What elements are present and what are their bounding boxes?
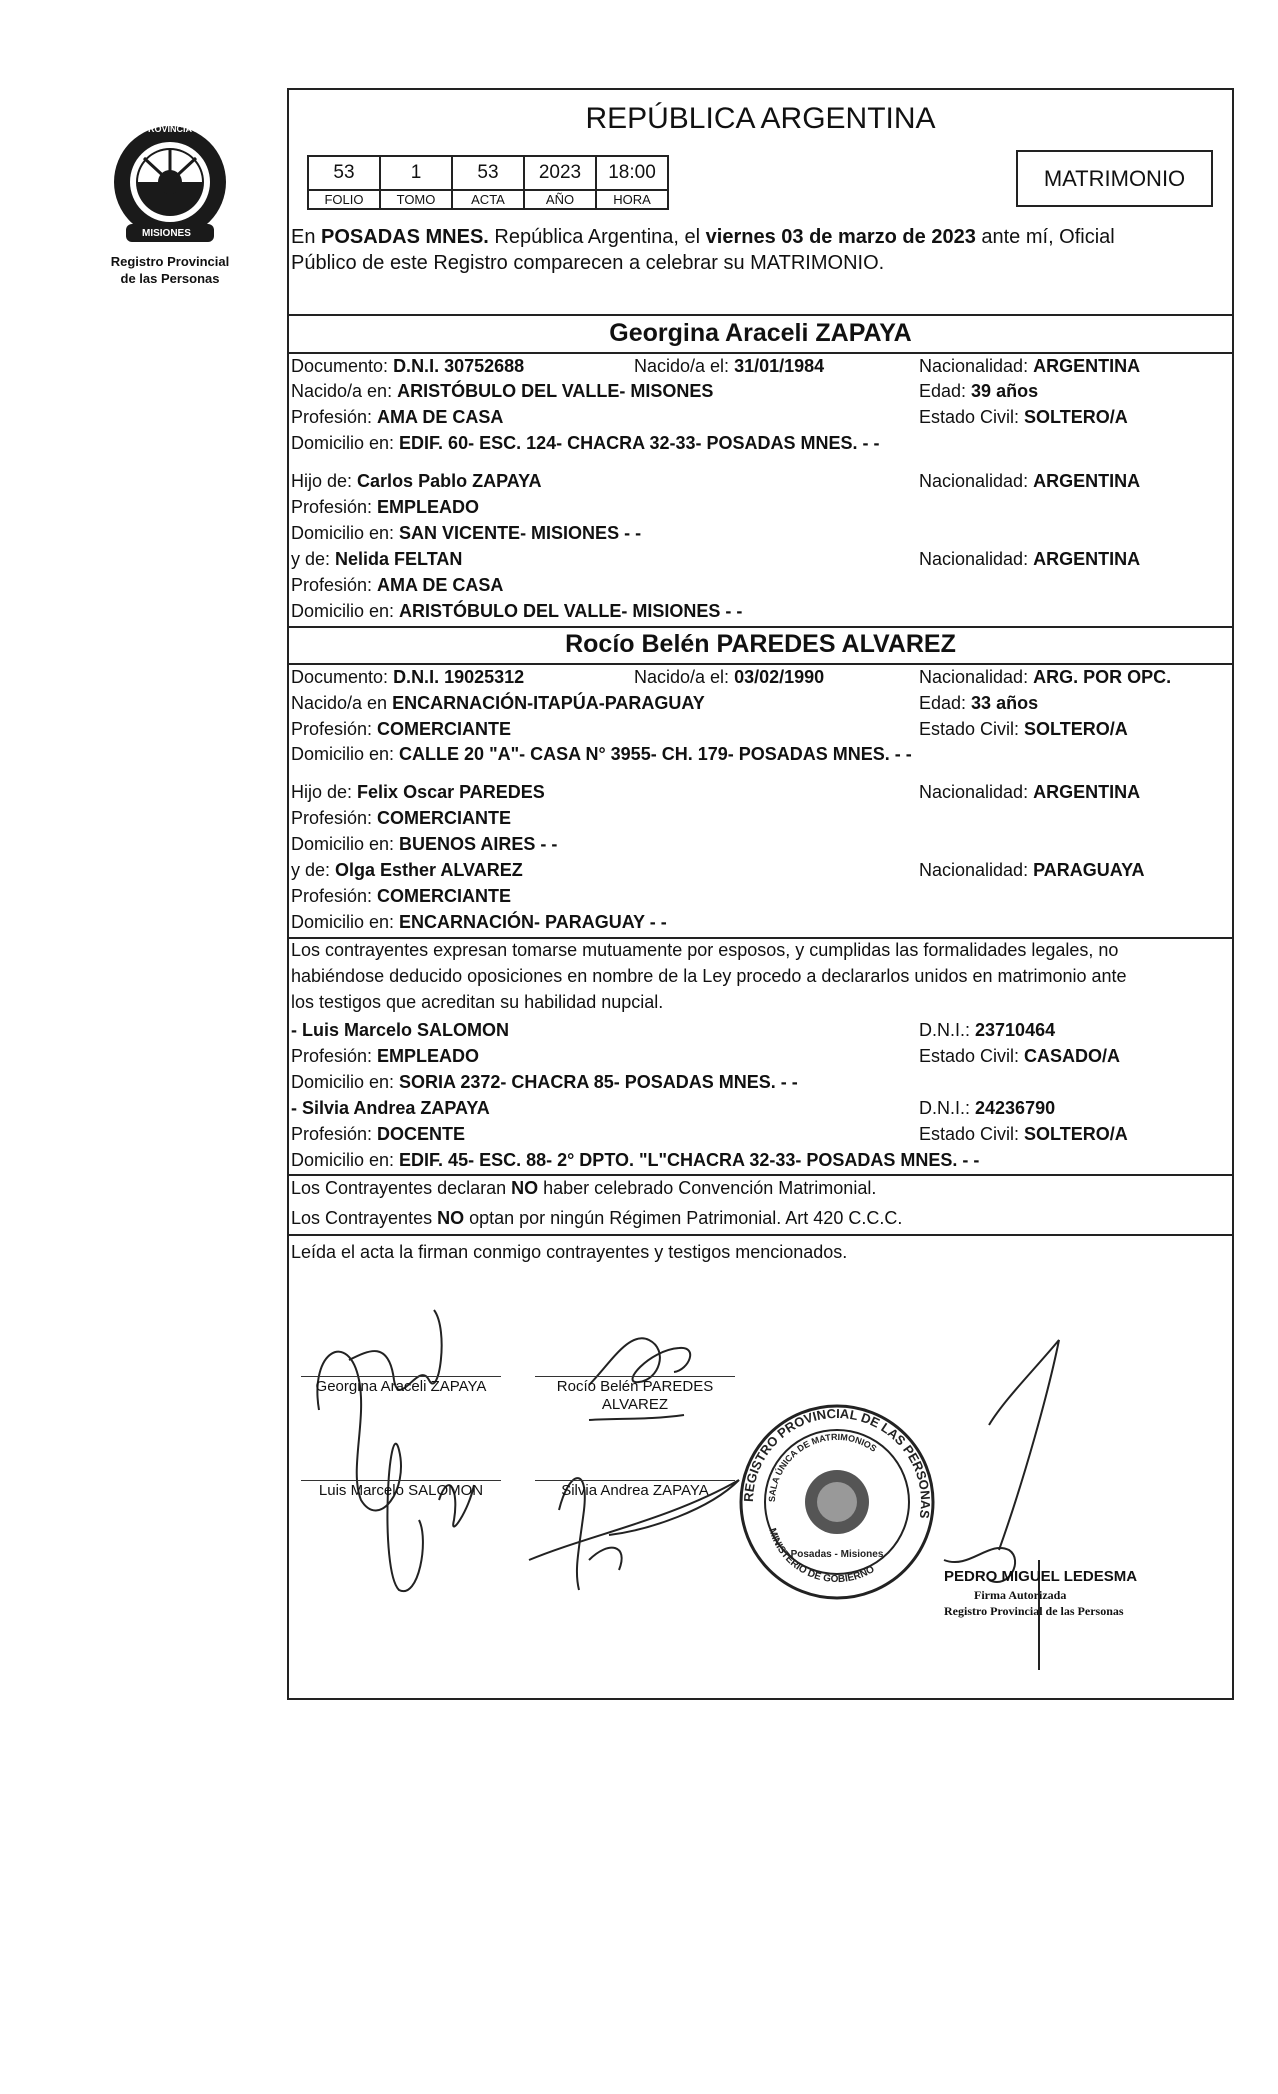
value: COMERCIANTE [377, 886, 512, 906]
value: EDIF. 60- ESC. 124- CHACRA 32-33- POSADAS MNES. - - [399, 433, 880, 453]
label: Nacido/a el: [634, 356, 735, 376]
signature-party2-line1: Rocío Belén PAREDES [556, 1378, 714, 1395]
text: haber celebrado Convención Matrimonial. [538, 1178, 877, 1198]
declaration-line2: habiéndose deducido oposiciones en nombre de la Ley procedo a declararlos unidos en matrimonio ante [291, 966, 1127, 986]
label: Estado Civil: [919, 719, 1025, 739]
label: Nacionalidad: [919, 667, 1034, 687]
stamp-inner-text: SALA ÚNICA DE MATRIMONIOS [766, 1431, 879, 1503]
declaration-line1: Los contrayentes expresan tomarse mutuamente por esposos, y cumplidas las formalidades legales, no [291, 940, 1119, 960]
divider [289, 352, 1232, 354]
stamp-place-text: Posadas - Misiones [790, 1549, 884, 1560]
label: Domicilio en: [291, 433, 400, 453]
label: Profesión: [291, 497, 378, 517]
label: Nacionalidad: [919, 549, 1034, 569]
label: Hijo de: [291, 471, 358, 491]
witness2-profession [291, 1124, 465, 1145]
declaration-line3: los testigos que acreditan su habilidad nupcial. [291, 992, 664, 1012]
value: ARGENTINA [1033, 782, 1141, 802]
registry-logo [108, 118, 232, 252]
party1-name: Georgina Araceli ZAPAYA [609, 319, 912, 347]
value: PARAGUAYA [1033, 860, 1145, 880]
party2-birthplace [291, 693, 705, 714]
value: Felix Oscar PAREDES [357, 782, 545, 802]
party1-civil-status [919, 407, 1128, 428]
label: Profesión: [291, 808, 378, 828]
folio-label: FOLIO [308, 190, 380, 209]
signature-witness2: Silvia Andrea ZAPAYA [561, 1482, 709, 1499]
party2-mother [291, 860, 523, 881]
value: Nelida FELTAN [335, 549, 463, 569]
party2-nationality [919, 667, 1171, 688]
value: 39 años [971, 381, 1039, 401]
label: Nacido/a el: [634, 667, 735, 687]
label: Nacionalidad: [919, 471, 1034, 491]
party1-father-nationality [919, 471, 1140, 492]
tomo-label: TOMO [380, 190, 452, 209]
label: Profesión: [291, 719, 378, 739]
witness1-dni [919, 1020, 1055, 1041]
party1-age [919, 381, 1038, 402]
label: Documento: [291, 356, 394, 376]
label: Domicilio en: [291, 1072, 400, 1092]
party1-mother [291, 549, 462, 570]
value: COMERCIANTE [377, 719, 512, 739]
signature-line [301, 1480, 501, 1481]
party1-mother-nationality [919, 549, 1140, 570]
agency-name-line1: Registro Provincial [110, 254, 230, 269]
party2-mother-profession [291, 886, 511, 907]
witness2-civil-status [919, 1124, 1128, 1145]
value: SAN VICENTE- MISIONES - - [399, 523, 642, 543]
value: EDIF. 45- ESC. 88- 2° DPTO. "L"CHACRA 32-33- POSADAS MNES. - - [399, 1150, 980, 1170]
logo-text-bottom: MISIONES [142, 228, 191, 239]
value: DOCENTE [377, 1124, 466, 1144]
label: Profesión: [291, 886, 378, 906]
signature-line [535, 1376, 735, 1377]
text: Los Contrayentes [291, 1208, 438, 1228]
label: Nacionalidad: [919, 356, 1034, 376]
divider [289, 314, 1232, 316]
party2-birthdate [634, 667, 824, 688]
value: CALLE 20 "A"- CASA N° 3955- CH. 179- POSADAS MNES. - - [399, 744, 912, 764]
value: ARISTÓBULO DEL VALLE- MISONES [397, 381, 714, 401]
label: D.N.I.: [919, 1020, 976, 1040]
value: AMA DE CASA [377, 407, 504, 427]
anio-value: 2023 [524, 156, 596, 190]
value: CASADO/A [1024, 1046, 1121, 1066]
witness2-name: - Silvia Andrea ZAPAYA [291, 1098, 490, 1118]
record-numbers-table [307, 155, 669, 210]
label: D.N.I.: [919, 1098, 976, 1118]
divider [289, 626, 1232, 628]
party1-birthdate [634, 356, 824, 377]
official-seal-stamp [737, 1402, 937, 1602]
value: SORIA 2372- CHACRA 85- POSADAS MNES. - - [399, 1072, 798, 1092]
label: Estado Civil: [919, 1046, 1025, 1066]
witness1-civil-status [919, 1046, 1120, 1067]
official-name: PEDRO MIGUEL LEDESMA [944, 1568, 1138, 1585]
value: ARGENTINA [1033, 356, 1141, 376]
party1-father [291, 471, 541, 492]
text: optan por ningún Régimen Patrimonial. Art 420 C.C.C. [464, 1208, 903, 1228]
party2-civil-status [919, 719, 1128, 740]
witness1-address [291, 1072, 798, 1093]
intro-text: En [291, 226, 322, 248]
party2-father [291, 782, 545, 803]
party2-age [919, 693, 1038, 714]
hora-value: 18:00 [596, 156, 668, 190]
label: y de: [291, 860, 336, 880]
divider [289, 937, 1232, 939]
closing-text: Leída el acta la firman conmigo contrayentes y testigos mencionados. [291, 1242, 848, 1262]
value: Olga Esther ALVAREZ [335, 860, 523, 880]
value: 23710464 [975, 1020, 1056, 1040]
value: COMERCIANTE [377, 808, 512, 828]
acta-label: ACTA [452, 190, 524, 209]
party2-address [291, 744, 912, 765]
logo-text-top: PROVINCIA DE [142, 124, 207, 134]
intro-date: viernes 03 de marzo de 2023 [705, 226, 976, 248]
party1-father-profession [291, 497, 479, 518]
intro-line1 [291, 226, 1115, 249]
folio-value: 53 [308, 156, 380, 190]
value: EMPLEADO [377, 497, 480, 517]
intro-place: POSADAS MNES. [321, 226, 489, 248]
intro-line2: Público de este Registro comparecen a celebrar su MATRIMONIO. [291, 252, 885, 274]
label: Edad: [919, 693, 972, 713]
signature-party1: Georgina Araceli ZAPAYA [315, 1378, 487, 1395]
party1-address [291, 433, 879, 454]
divider [289, 663, 1232, 665]
value: 24236790 [975, 1098, 1056, 1118]
value: ENCARNACIÓN- PARAGUAY - - [399, 912, 667, 932]
label: Hijo de: [291, 782, 358, 802]
stamp-bottom-text: MINISTERIO DE GOBIERNO [766, 1526, 877, 1586]
value: ARGENTINA [1033, 549, 1141, 569]
signature-party2-line2: ALVAREZ [601, 1396, 669, 1413]
value: ENCARNACIÓN-ITAPÚA-PARAGUAY [392, 693, 705, 713]
value: ARG. POR OPC. [1033, 667, 1172, 687]
stamp-outer-text: REGISTRO PROVINCIAL DE LAS PERSONAS [740, 1405, 934, 1520]
value: BUENOS AIRES - - [399, 834, 558, 854]
divider [289, 1234, 1232, 1236]
value: AMA DE CASA [377, 575, 504, 595]
signature-line [535, 1480, 735, 1481]
label: Profesión: [291, 1046, 378, 1066]
label: Nacido/a en [291, 693, 393, 713]
value: D.N.I. 19025312 [393, 667, 525, 687]
intro-text: República Argentina, el [488, 226, 706, 248]
value: ARGENTINA [1033, 471, 1141, 491]
party1-father-address [291, 523, 641, 544]
anio-label: AÑO [524, 190, 596, 209]
label: Domicilio en: [291, 912, 400, 932]
label: Estado Civil: [919, 1124, 1025, 1144]
party2-document [291, 667, 524, 688]
signature-line [301, 1376, 501, 1377]
party1-birthplace [291, 381, 713, 402]
party2-father-profession [291, 808, 511, 829]
label: y de: [291, 549, 336, 569]
hora-label: HORA [596, 190, 668, 209]
witness2-address [291, 1150, 979, 1171]
label: Estado Civil: [919, 407, 1025, 427]
signature-witness1: Luis Marcelo SALOMON [318, 1482, 484, 1499]
witness1-name: - Luis Marcelo SALOMON [291, 1020, 510, 1040]
party1-profession [291, 407, 503, 428]
country-title: REPÚBLICA ARGENTINA [585, 102, 936, 135]
witness1-profession [291, 1046, 479, 1067]
official-organization: Registro Provincial de las Personas [944, 1604, 1124, 1618]
official-role: Firma Autorizada [974, 1588, 1067, 1602]
label: Nacionalidad: [919, 860, 1034, 880]
party2-name: Rocío Belén PAREDES ALVAREZ [565, 630, 956, 658]
value: EMPLEADO [377, 1046, 480, 1066]
label: Domicilio en: [291, 1150, 400, 1170]
party1-nationality [919, 356, 1140, 377]
value: 31/01/1984 [734, 356, 825, 376]
text: Los Contrayentes declaran [291, 1178, 512, 1198]
party2-father-address [291, 834, 557, 855]
value: SOLTERO/A [1024, 1124, 1128, 1144]
value: ARISTÓBULO DEL VALLE- MISIONES - - [399, 601, 743, 621]
emphasis: NO [437, 1208, 465, 1228]
convention-line2 [291, 1208, 902, 1229]
intro-text: ante mí, Oficial [975, 226, 1115, 248]
label: Domicilio en: [291, 834, 400, 854]
label: Nacido/a en: [291, 381, 398, 401]
label: Documento: [291, 667, 394, 687]
value: D.N.I. 30752688 [393, 356, 525, 376]
emphasis: NO [511, 1178, 539, 1198]
party1-mother-address [291, 601, 742, 622]
witness2-dni [919, 1098, 1055, 1119]
value: SOLTERO/A [1024, 407, 1128, 427]
acta-value: 53 [452, 156, 524, 190]
party2-profession [291, 719, 511, 740]
party1-mother-profession [291, 575, 503, 596]
label: Profesión: [291, 575, 378, 595]
divider [289, 1174, 1232, 1176]
value: 03/02/1990 [734, 667, 825, 687]
convention-line1 [291, 1178, 876, 1199]
marriage-certificate [287, 88, 1234, 1700]
party2-father-nationality [919, 782, 1140, 803]
party1-document [291, 356, 524, 377]
act-type-box: MATRIMONIO [1016, 150, 1213, 207]
label: Profesión: [291, 1124, 378, 1144]
label: Nacionalidad: [919, 782, 1034, 802]
label: Profesión: [291, 407, 378, 427]
value: 33 años [971, 693, 1039, 713]
value: SOLTERO/A [1024, 719, 1128, 739]
value: Carlos Pablo ZAPAYA [357, 471, 542, 491]
label: Domicilio en: [291, 523, 400, 543]
party2-mother-address [291, 912, 667, 933]
label: Domicilio en: [291, 744, 400, 764]
agency-name-line2: de las Personas [120, 271, 220, 286]
tomo-value: 1 [380, 156, 452, 190]
label: Edad: [919, 381, 972, 401]
label: Domicilio en: [291, 601, 400, 621]
party2-mother-nationality [919, 860, 1144, 881]
